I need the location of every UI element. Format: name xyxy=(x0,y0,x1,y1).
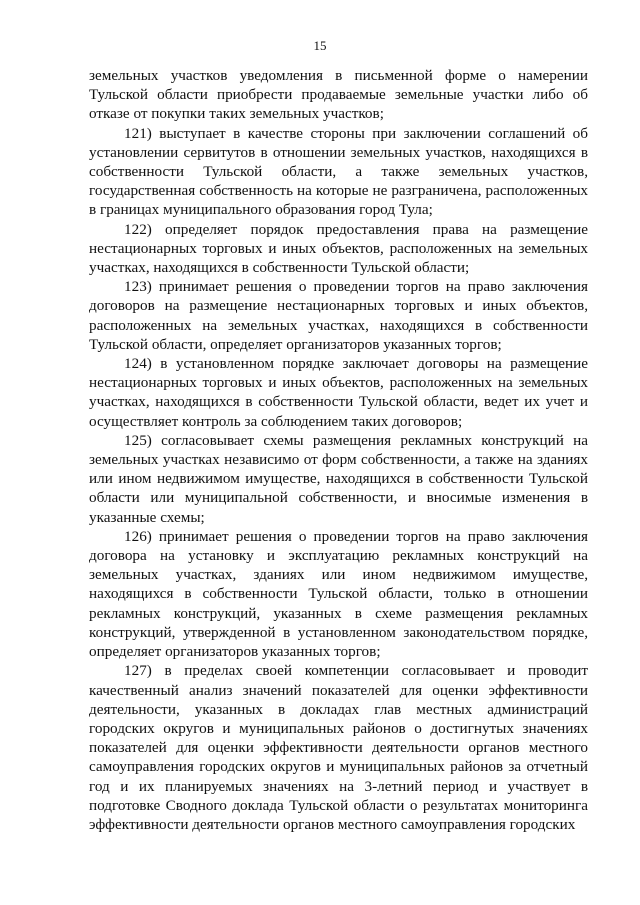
paragraph-121: 121) выступает в качестве стороны при заключении соглашений об установлении сервитутов в отношении земельных участков, находящихся в собственности Тульской области, а также земельных участков, государственная собственность на которые не разграничена, расположенных в границах муниципального образования город Тула; xyxy=(89,124,588,219)
paragraph-122: 122) определяет порядок предоставления права на размещение нестационарных торговых и иных объектов, расположенных на земельных участках, находящихся в собственности Тульской области; xyxy=(89,220,588,277)
paragraph-125: 125) согласовывает схемы размещения рекламных конструкций на земельных участках независимо от форм собственности, а также на зданиях или ином недвижимом имуществе, находящихся в собственности Тульской области или муниципальной собственности, и вносимые изменения в указанные схемы; xyxy=(89,431,588,526)
paragraph-continuation: земельных участков уведомления в письменной форме о намерении Тульской области приобрести продаваемые земельные участки либо об отказе от покупки таких земельных участков; xyxy=(89,67,588,123)
paragraph-123: 123) принимает решения о проведении торгов на право заключения договоров на размещение нестационарных торговых и иных объектов, расположенных на земельных участках, находящихся в собственности Тульской области, определяет организаторов указанных торгов; xyxy=(89,278,588,353)
paragraph-124: 124) в установленном порядке заключает договоры на размещение нестационарных торговых и иных объектов, расположенных на земельных участках, находящихся в собственности Тульской области, ведет их учет и осуществляет контроль за соблюдением таких договоров; xyxy=(89,355,588,430)
document-body xyxy=(89,66,588,834)
paragraph-126: 126) принимает решения о проведении торгов на право заключения договора на установку и эксплуатацию рекламных конструкций на земельных участках, зданиях или ином недвижимом имуществе, находящихся в собственности Тульской области, только в отношении рекламных конструкций, указанных в схеме размещения рекламных конструкций, утвержденной в установленном законодательством порядке, определяет организаторов указанных торгов; xyxy=(89,527,588,661)
page-number: 15 xyxy=(313,38,327,53)
paragraph-127: 127) в пределах своей компетенции согласовывает и проводит качественный анализ значений показателей для оценки эффективности деятельности, указанных в докладах глав местных администраций городских округов и муниципальных районов о достигнутых значениях показателей для оценки эффективности деятельности органов местного самоуправления городских округов и муниципальных районов за отчетный год и их планируемых значениях на 3-летний период и участвует в подготовке Сводного доклада Тульской области о результатах мониторинга эффективности деятельности органов местного самоуправления городских xyxy=(89,662,588,833)
